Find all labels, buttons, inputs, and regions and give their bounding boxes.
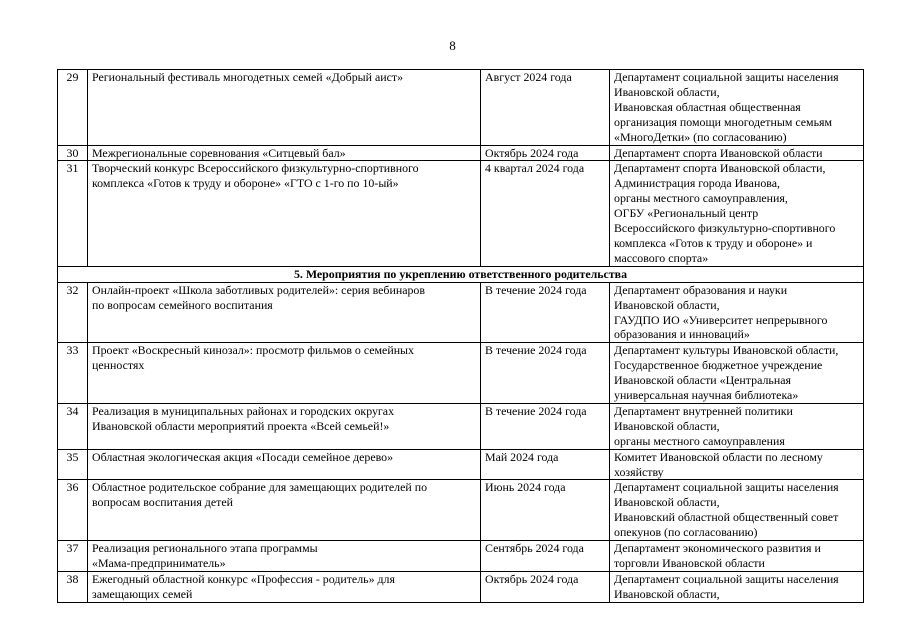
event-name: Проект «Воскресный кинозал»: просмотр фильмов о семейных ценностях <box>88 343 481 404</box>
table-row <box>58 161 864 266</box>
table-row <box>58 541 864 572</box>
responsible-parties: Департамент спорта Ивановской области, Администрация города Иванова, органы местного самоуправления, ОГБУ «Региональный центр Всероссийского физкультурно-спортивного комплекса «Готов к труду и обороне» и массового спорта» <box>610 161 864 266</box>
event-name: Региональный фестиваль многодетных семей «Добрый аист» <box>88 70 481 146</box>
event-name: Межрегиональные соревнования «Ситцевый бал» <box>88 145 481 161</box>
responsible-parties: Департамент культуры Ивановской области, Государственное бюджетное учреждение Ивановской области «Центральная универсальная научная библиотека» <box>610 343 864 404</box>
row-number: 29 <box>58 70 88 146</box>
responsible-parties: Департамент внутренней политики Ивановской области, органы местного самоуправления <box>610 403 864 449</box>
event-date: Октябрь 2024 года <box>481 145 610 161</box>
section-title: 5. Мероприятия по укреплению ответственного родительства <box>58 266 864 282</box>
event-date: 4 квартал 2024 года <box>481 161 610 266</box>
event-date: Октябрь 2024 года <box>481 571 610 602</box>
event-name: Ежегодный областной конкурс «Профессия - родитель» для замещающих семей <box>88 571 481 602</box>
event-name: Реализация регионального этапа программы «Мама-предприниматель» <box>88 541 481 572</box>
row-number: 34 <box>58 403 88 449</box>
page-number: 8 <box>449 38 456 53</box>
row-number: 36 <box>58 480 88 541</box>
events-table <box>57 69 864 603</box>
event-date: В течение 2024 года <box>481 282 610 343</box>
row-number: 38 <box>58 571 88 602</box>
event-name: Онлайн-проект «Школа заботливых родителей»: серия вебинаров по вопросам семейного воспитания <box>88 282 481 343</box>
responsible-parties: Департамент экономического развития и торговли Ивановской области <box>610 541 864 572</box>
responsible-parties: Департамент спорта Ивановской области <box>610 145 864 161</box>
event-date: Август 2024 года <box>481 70 610 146</box>
event-name: Областное родительское собрание для замещающих родителей по вопросам воспитания детей <box>88 480 481 541</box>
row-number: 37 <box>58 541 88 572</box>
responsible-parties: Комитет Ивановской области по лесному хозяйству <box>610 449 864 480</box>
table-row <box>58 449 864 480</box>
row-number: 35 <box>58 449 88 480</box>
responsible-parties: Департамент социальной защиты населения Ивановской области, Ивановская областная общественная организация помощи многодетным семьям «МногоДетки» (по согласованию) <box>610 70 864 146</box>
event-date: Май 2024 года <box>481 449 610 480</box>
event-name: Областная экологическая акция «Посади семейное дерево» <box>88 449 481 480</box>
responsible-parties: Департамент образования и науки Ивановской области, ГАУДПО ИО «Университет непрерывного образования и инноваций» <box>610 282 864 343</box>
event-date: В течение 2024 года <box>481 403 610 449</box>
responsible-parties: Департамент социальной защиты населения Ивановской области, <box>610 571 864 602</box>
section-row <box>58 266 864 282</box>
table-row <box>58 70 864 146</box>
row-number: 32 <box>58 282 88 343</box>
table-row <box>58 480 864 541</box>
table-row <box>58 571 864 602</box>
row-number: 31 <box>58 161 88 266</box>
event-date: В течение 2024 года <box>481 343 610 404</box>
event-name: Реализация в муниципальных районах и городских округах Ивановской области мероприятий проекта «Всей семьей!» <box>88 403 481 449</box>
event-name: Творческий конкурс Всероссийского физкультурно-спортивного комплекса «Готов к труду и обороне» «ГТО с 1-го по 10-ый» <box>88 161 481 266</box>
table-row <box>58 145 864 161</box>
table-row <box>58 343 864 404</box>
event-date: Июнь 2024 года <box>481 480 610 541</box>
row-number: 33 <box>58 343 88 404</box>
row-number: 30 <box>58 145 88 161</box>
table-row <box>58 403 864 449</box>
responsible-parties: Департамент социальной защиты населения Ивановской области, Ивановский областной общественный совет опекунов (по согласованию) <box>610 480 864 541</box>
table-row <box>58 282 864 343</box>
event-date: Сентябрь 2024 года <box>481 541 610 572</box>
